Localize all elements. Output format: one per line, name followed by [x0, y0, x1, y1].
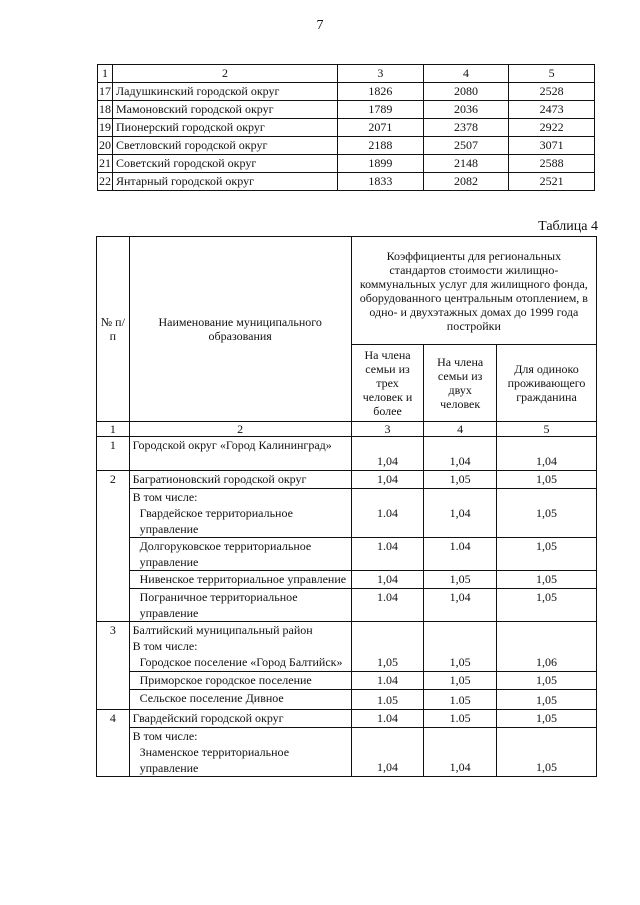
value-cell: 2528 [509, 83, 595, 101]
row-number: 1 [97, 437, 130, 471]
municipality-name: Долгоруковское территориальное управление [129, 538, 351, 571]
header-coefficients: Коэффициенты для региональных стандартов стоимости жилищно-коммунальных услуг для жилищного фонда, оборудованного центральным отоплением, в одно- и двухэтажных домах до 1999 года постройки [351, 237, 596, 345]
value-cell: 2507 [423, 137, 509, 155]
row-number: 4 [97, 709, 130, 727]
table-row [97, 437, 597, 471]
value-cell: 1,04 [351, 471, 424, 489]
index-cell: 5 [496, 422, 596, 437]
row-number: 22 [98, 173, 113, 191]
table-row [97, 471, 597, 489]
value-cell: 1899 [338, 155, 424, 173]
subgroup-label: В том числе: [129, 727, 351, 744]
municipality-name: Янтарный городской округ [113, 173, 338, 191]
table-header-row [97, 237, 597, 345]
table-row [97, 571, 597, 589]
value-cell: 2473 [509, 101, 595, 119]
table-row [97, 505, 597, 538]
municipality-name: Пионерский городской округ [113, 119, 338, 137]
table-row [97, 727, 597, 744]
municipality-name: Мамоновский городской округ [113, 101, 338, 119]
index-cell: 2 [129, 422, 351, 437]
coefficients-table [96, 236, 597, 777]
value-cell: 1,04 [424, 589, 497, 622]
municipality-name: Светловский городской округ [113, 137, 338, 155]
table-row [97, 538, 597, 571]
row-number: 19 [98, 119, 113, 137]
table-row [98, 101, 595, 119]
value-cell: 1.04 [424, 538, 497, 571]
value-cell: 1,05 [496, 672, 596, 690]
municipality-name: Городское поселение «Город Балтийск» [129, 654, 351, 672]
value-cell: 2378 [423, 119, 509, 137]
value-cell: 2082 [423, 173, 509, 191]
value-cell: 1,04 [351, 744, 424, 777]
municipality-name: Гвардейский городской округ [129, 709, 351, 727]
table-row [97, 638, 597, 654]
value-cell: 1.05 [424, 709, 497, 727]
table-row [97, 622, 597, 639]
row-number: 2 [97, 471, 130, 489]
header-cell: 2 [113, 65, 338, 83]
table-row [98, 83, 595, 101]
municipality-name: Балтийский муниципальный район [129, 622, 351, 639]
value-cell: 2521 [509, 173, 595, 191]
row-number: 17 [98, 83, 113, 101]
value-cell: 1,06 [496, 654, 596, 672]
municipality-name: Гвардейское территориальное управление [129, 505, 351, 538]
index-cell: 3 [351, 422, 424, 437]
row-number: 18 [98, 101, 113, 119]
value-cell: 1,05 [496, 471, 596, 489]
table-row [98, 137, 595, 155]
index-cell: 1 [97, 422, 130, 437]
municipality-name: Нивенское территориальное управление [129, 571, 351, 589]
value-cell: 2922 [509, 119, 595, 137]
value-cell: 1,04 [496, 437, 596, 471]
value-cell: 1,05 [496, 571, 596, 589]
value-cell: 1.04 [351, 538, 424, 571]
value-cell: 2036 [423, 101, 509, 119]
value-cell: 2148 [423, 155, 509, 173]
header-cell: 4 [423, 65, 509, 83]
value-cell: 1.05 [424, 690, 497, 710]
header-name: Наименование муниципального образования [129, 237, 351, 422]
subgroup-label: В том числе: [129, 638, 351, 654]
municipality-name: Пограничное территориальное управление [129, 589, 351, 622]
municipality-name: Сельское поселение Дивное [129, 690, 351, 710]
value-cell: 1,05 [424, 654, 497, 672]
value-cell: 1,05 [496, 538, 596, 571]
page-number: 7 [316, 18, 324, 33]
municipality-name: Городской округ «Город Калининград» [129, 437, 351, 471]
value-cell: 1.04 [351, 672, 424, 690]
value-cell: 2080 [423, 83, 509, 101]
value-cell: 1,05 [496, 690, 596, 710]
value-cell: 1,04 [351, 571, 424, 589]
table-row [97, 654, 597, 672]
value-cell: 1,04 [424, 744, 497, 777]
value-cell: 2588 [509, 155, 595, 173]
table-row [97, 709, 597, 727]
header-number: № п/п [97, 237, 130, 422]
header-cell: 3 [338, 65, 424, 83]
municipality-name: Приморское городское поселение [129, 672, 351, 690]
value-cell: 1,04 [424, 505, 497, 538]
value-cell: 1833 [338, 173, 424, 191]
column-index-row [97, 422, 597, 437]
table-row [97, 489, 597, 506]
header-family-three: На члена семьи из трех человек и более [351, 345, 424, 422]
value-cell: 1.05 [351, 690, 424, 710]
value-cell: 1,05 [424, 672, 497, 690]
table-row [98, 119, 595, 137]
value-cell: 1.04 [351, 589, 424, 622]
value-cell: 1,05 [496, 589, 596, 622]
row-number: 20 [98, 137, 113, 155]
table-row [98, 155, 595, 173]
value-cell: 1.04 [351, 505, 424, 538]
header-single: Для одиноко проживающего гражданина [496, 345, 596, 422]
value-cell: 1,05 [496, 744, 596, 777]
value-cell: 1826 [338, 83, 424, 101]
table-header-row [98, 65, 595, 83]
municipality-name: Ладушкинский городской округ [113, 83, 338, 101]
row-number: 21 [98, 155, 113, 173]
value-cell: 1,04 [351, 437, 424, 471]
value-cell: 3071 [509, 137, 595, 155]
index-cell: 4 [424, 422, 497, 437]
value-cell: 1,05 [424, 471, 497, 489]
municipality-name: Багратионовский городской округ [129, 471, 351, 489]
value-cell: 1,05 [424, 571, 497, 589]
value-cell: 1789 [338, 101, 424, 119]
value-cell: 2071 [338, 119, 424, 137]
top-table [97, 64, 595, 191]
table-caption: Таблица 4 [538, 219, 598, 234]
subgroup-label: В том числе: [129, 489, 351, 506]
table-row [97, 690, 597, 710]
value-cell: 1,05 [496, 709, 596, 727]
value-cell: 1,04 [424, 437, 497, 471]
value-cell: 1,05 [351, 654, 424, 672]
value-cell: 1,05 [496, 505, 596, 538]
header-family-two: На члена семьи из двух человек [424, 345, 497, 422]
table-row [98, 173, 595, 191]
row-number: 3 [97, 622, 130, 639]
table-row [97, 589, 597, 622]
value-cell: 2188 [338, 137, 424, 155]
header-cell: 5 [509, 65, 595, 83]
table-row [97, 744, 597, 777]
table-row [97, 672, 597, 690]
municipality-name: Советский городской округ [113, 155, 338, 173]
header-cell: 1 [98, 65, 113, 83]
value-cell: 1.04 [351, 709, 424, 727]
municipality-name: Знаменское территориальное управление [129, 744, 351, 777]
